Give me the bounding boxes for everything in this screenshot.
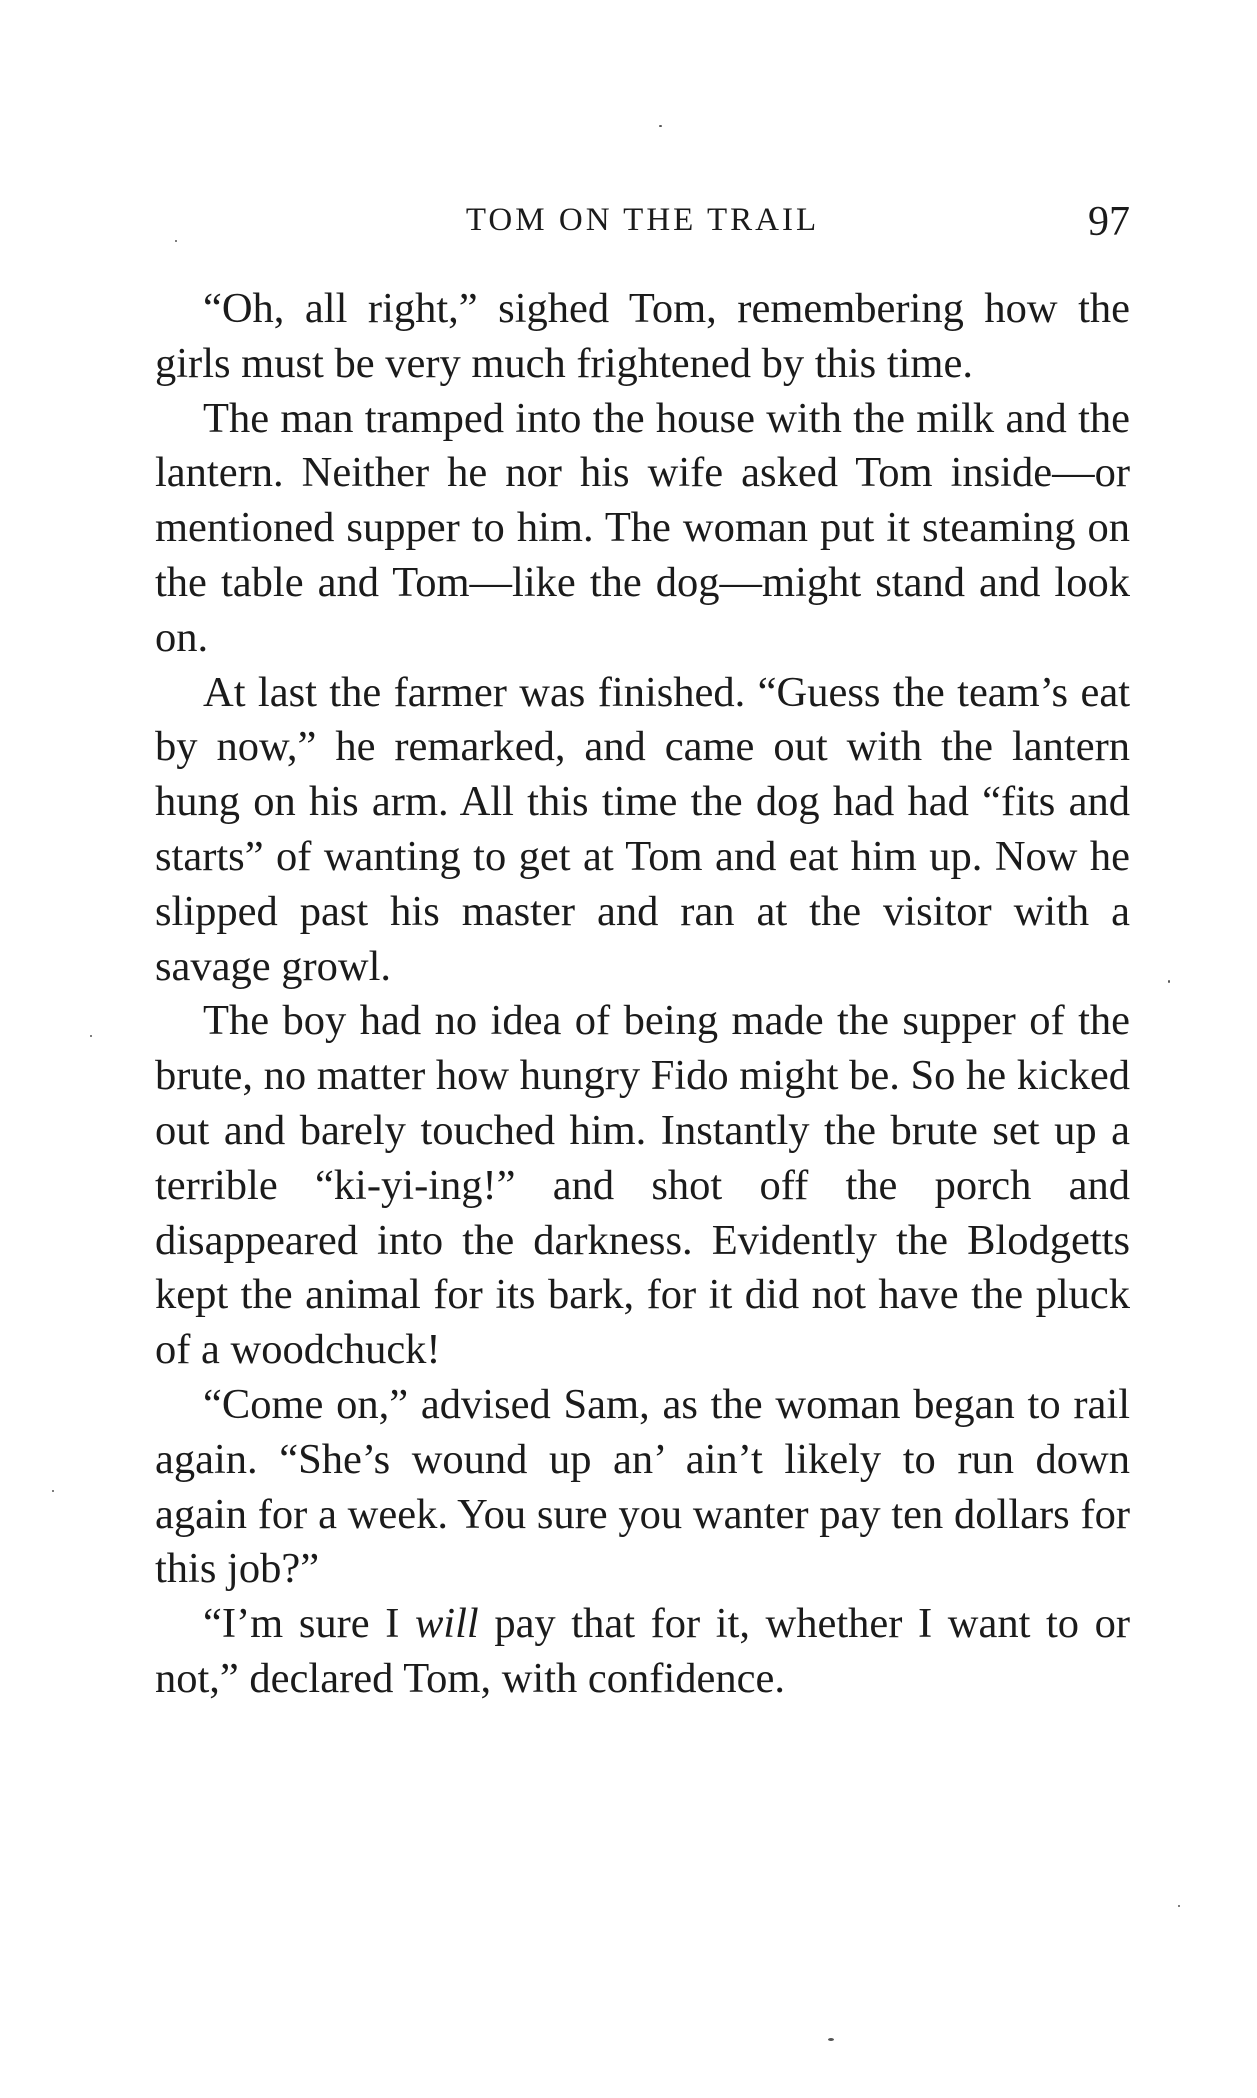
paragraph-text: “Oh, all right,” sighed Tom, remembering how the girls must be very much frightened by this time.: [155, 285, 1130, 387]
paragraph-text: The man tramped into the house with the milk and the lantern. Neither he nor his wife asked Tom inside—or mentioned supper to him. The woman put it steaming on the table and Tom—like the dog—might stand and look on.: [155, 394, 1130, 661]
paper-speck: [52, 1490, 54, 1492]
paper-speck: [90, 1035, 92, 1037]
running-head: [155, 196, 1130, 256]
paragraph-text: “Come on,” advised Sam, as the woman began to rail again. “She’s wound up an’ ain’t likely to run down again for a week. You sure you wanter pay ten dollars for this job?”: [155, 1380, 1130, 1593]
paper-speck: [1168, 980, 1170, 983]
emphasis-text: will: [414, 1600, 479, 1648]
paragraph-text: At last the farmer was finished. “Guess the team’s eat by now,” he remarked, and came out with the lantern hung on his arm. All this time the dog had had “fits and starts” of wanting to get at Tom and eat him up. Now he slipped past his master and ran at the visitor with a savage growl.: [155, 668, 1130, 990]
paper-speck: [175, 240, 177, 242]
paragraph-text-continued: pay that for it, whether I want to or not,” declared Tom, with confidence.: [155, 1600, 1131, 1702]
running-title: TOM ON THE TRAIL: [465, 202, 820, 238]
body-text: [155, 282, 1130, 1707]
paper-speck: [659, 125, 662, 127]
paragraph: [155, 1597, 1130, 1707]
paragraph: [155, 666, 1130, 995]
paper-speck: [828, 2038, 834, 2041]
paragraph-text: “I’m sure I: [203, 1600, 415, 1648]
paragraph: [155, 282, 1130, 392]
paragraph: [155, 392, 1130, 666]
paragraph-text: The boy had no idea of being made the supper of the brute, no matter how hungry Fido might be. So he kicked out and barely touched him. Instantly the brute set up a terrible “ki-yi-ing!” and shot off the porch and disappeared into the darkness. Evidently the Blodgetts kept the animal for its bark, for it did not have the pluck of a woodchuck!: [155, 997, 1130, 1374]
paragraph: [155, 994, 1130, 1378]
page-number: 97: [1088, 199, 1130, 245]
paragraph: [155, 1378, 1130, 1597]
paper-speck: [1178, 1905, 1180, 1907]
